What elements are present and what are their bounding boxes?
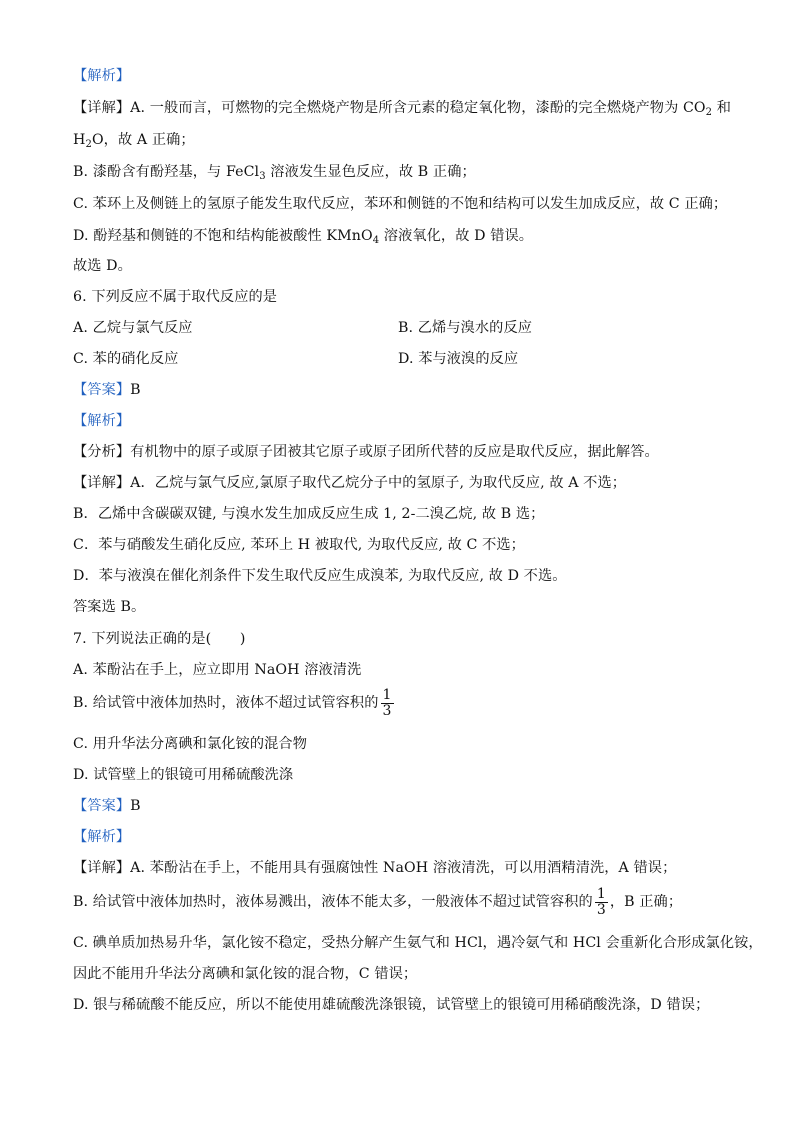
q7-option-a: A. 苯酚沾在手上，应立即用 NaOH 溶液清洗 xyxy=(73,662,362,678)
q7-answer: 【答案】B xyxy=(73,798,141,814)
q6-analysis-heading: 【解析】 xyxy=(73,413,131,429)
q7-detail-d: D. 银与稀硫酸不能反应，所以不能使用雄硫酸洗涤银镜，试管壁上的银镜可用稀硝酸洗涤，D 错误； xyxy=(73,997,710,1013)
q7-option-d: D. 试管壁上的银镜可用稀硫酸洗涤 xyxy=(73,767,294,783)
q7-option-b: B. 给试管中液体加热时，液体不超过试管容积的 $\frac{1}{3}$ xyxy=(73,686,392,719)
q5-conclusion: 故选 D。 xyxy=(73,258,132,274)
q6-analysis: 【分析】有机物中的原子或原子团被其它原子或原子团所代替的反应是取代反应，据此解答。 xyxy=(73,444,659,460)
q5-detail-b: B. 漆酚含有酚羟基，与 FeCl$_3$ 溶液发生显色反应，故 B 正确； xyxy=(73,164,476,182)
q6-detail-c: C．苯与硝酸发生硝化反应, 苯环上 H 被取代, 为取代反应, 故 C 不选； xyxy=(73,537,525,553)
q6-detail-d: D．苯与液溴在催化剂条件下发生取代反应生成溴苯, 为取代反应, 故 D 不选。 xyxy=(73,568,567,584)
q6-detail-b: B．乙烯中含碳碳双键, 与溴水发生加成反应生成 1, 2-二溴乙烷, 故 B 选； xyxy=(73,506,545,522)
q7-detail-a: 【详解】A. 苯酚沾在手上，不能用具有强腐蚀性 NaOH 溶液清洗，可以用酒精清洗，A 错误； xyxy=(73,860,677,876)
q5-detail-c: C. 苯环上及侧链上的氢原子能发生取代反应，苯环和侧链的不饱和结构可以发生加成反应，故 C 正确； xyxy=(73,196,728,212)
q5-detail-a-cont: $H_2O$，故 A 正确； xyxy=(73,132,195,150)
q7-stem: 7. 下列说法正确的是( ) xyxy=(73,631,246,647)
q6-options-ab xyxy=(73,319,723,337)
analysis-heading: 【解析】 xyxy=(73,68,131,84)
q5-detail-a: 【详解】A. 一般而言，可燃物的完全燃烧产物是所含元素的稳定氧化物，漆酚的完全燃烧产物为 $CO_2$ 和 xyxy=(73,100,732,118)
q5-detail-d: D. 酚羟基和侧链的不饱和结构能被酸性 KMnO$_4$ 溶液氧化，故 D 错误。 xyxy=(73,228,534,246)
fraction-one-third: $\frac{1}{3}$ xyxy=(382,686,392,719)
q6-answer: 【答案】B xyxy=(73,382,141,398)
q6-conclusion: 答案选 B。 xyxy=(73,599,146,615)
q6-stem: 6. 下列反应不属于取代反应的是 xyxy=(73,289,278,305)
q7-detail-b: B. 给试管中液体加热时，液体易溅出，液体不能太多，一般液体不超过试管容积的 $\frac{1}{3}$ ，B 正确； xyxy=(73,885,683,918)
q7-analysis-heading: 【解析】 xyxy=(73,829,131,845)
q7-detail-c: C. 碘单质加热易升华，氯化铵不稳定，受热分解产生氨气和 HCl，遇冷氨气和 HCl 会重新化合形成氯化铵， xyxy=(73,935,763,951)
q6-option-b: B. 乙烯与溴水的反应 xyxy=(398,320,533,336)
q7-option-c: C. 用升华法分离碘和氯化铵的混合物 xyxy=(73,736,307,752)
q6-options-cd xyxy=(73,350,723,368)
q7-detail-c-cont: 因此不能用升华法分离碘和氯化铵的混合物，C 错误； xyxy=(73,966,418,982)
q6-option-c: C. 苯的硝化反应 xyxy=(73,351,179,367)
q6-detail-a: 【详解】A．乙烷与氯气反应,氯原子取代乙烷分子中的氢原子, 为取代反应, 故 A 不选； xyxy=(73,475,627,491)
q6-option-a: A. 乙烷与氯气反应 xyxy=(73,320,193,336)
q6-option-d: D. 苯与液溴的反应 xyxy=(398,351,519,367)
fraction-one-third-2: $\frac{1}{3}$ xyxy=(596,885,606,918)
